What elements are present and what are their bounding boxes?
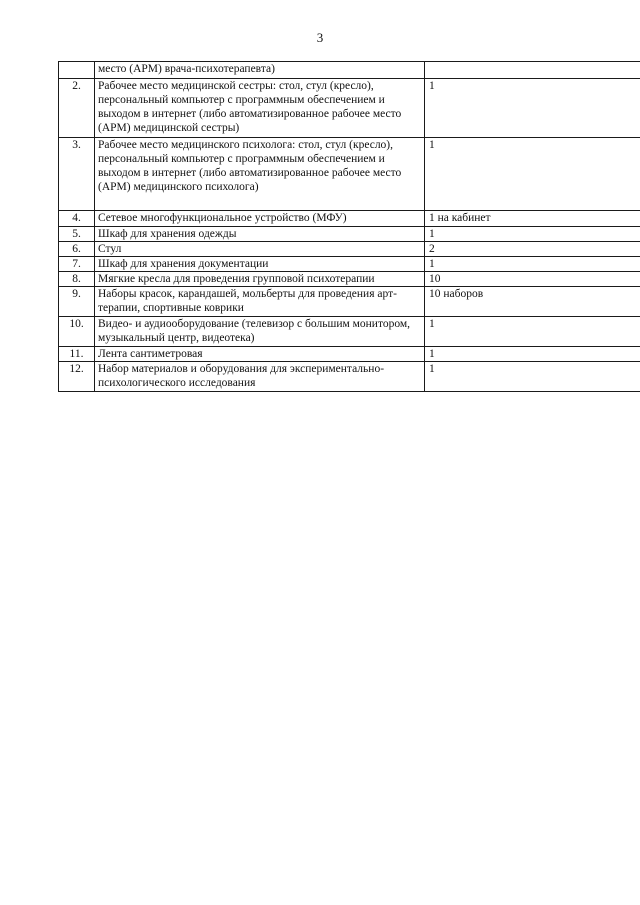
row-number: 3. [59,138,95,211]
item-name: Шкаф для хранения документации [95,257,425,272]
item-name: Лента сантиметровая [95,347,425,362]
item-name: Рабочее место медицинского психолога: стол, стул (кресло), персональный компьютер с программным обеспечением и выходом в интернет (либо автоматизированное рабочее место (АРМ) медицинского психолога) [95,138,425,211]
item-name: Сетевое многофункциональное устройство (МФУ) [95,211,425,227]
table-row [59,62,640,79]
table-row [59,211,640,227]
item-quantity: 1 [425,362,640,392]
item-quantity: 1 [425,317,640,347]
table-row [59,272,640,287]
item-quantity: 1 [425,257,640,272]
item-name: Стул [95,242,425,257]
row-number: 6. [59,242,95,257]
item-quantity: 1 [425,347,640,362]
row-number [59,62,95,79]
table-row [59,317,640,347]
item-quantity: 2 [425,242,640,257]
table-row [59,362,640,392]
row-number: 2. [59,79,95,138]
table-row [59,347,640,362]
item-quantity: 1 [425,227,640,242]
row-number: 7. [59,257,95,272]
equipment-table [58,61,640,392]
item-name: Набор материалов и оборудования для экспериментально-психологического исследования [95,362,425,392]
item-name: Видео- и аудиооборудование (телевизор с большим монитором, музыкальный центр, видеотека) [95,317,425,347]
item-quantity: 1 [425,79,640,138]
row-number: 10. [59,317,95,347]
item-quantity: 1 на кабинет [425,211,640,227]
table-row [59,79,640,138]
row-number: 4. [59,211,95,227]
item-name: Шкаф для хранения одежды [95,227,425,242]
item-name: место (АРМ) врача-психотерапевта) [95,62,425,79]
item-quantity [425,62,640,79]
row-number: 8. [59,272,95,287]
row-number: 11. [59,347,95,362]
table-row [59,242,640,257]
page-number: 3 [316,30,324,45]
item-quantity: 10 наборов [425,287,640,317]
item-name: Мягкие кресла для проведения групповой психотерапии [95,272,425,287]
item-quantity: 1 [425,138,640,211]
item-name: Наборы красок, карандашей, мольберты для проведения арт-терапии, спортивные коврики [95,287,425,317]
row-number: 12. [59,362,95,392]
table-row [59,227,640,242]
table-row [59,287,640,317]
table-row [59,257,640,272]
row-number: 5. [59,227,95,242]
row-number: 9. [59,287,95,317]
table-row [59,138,640,211]
item-quantity: 10 [425,272,640,287]
item-name: Рабочее место медицинской сестры: стол, стул (кресло), персональный компьютер с программным обеспечением и выходом в интернет (либо автоматизированное рабочее место (АРМ) медицинской сестры) [95,79,425,138]
